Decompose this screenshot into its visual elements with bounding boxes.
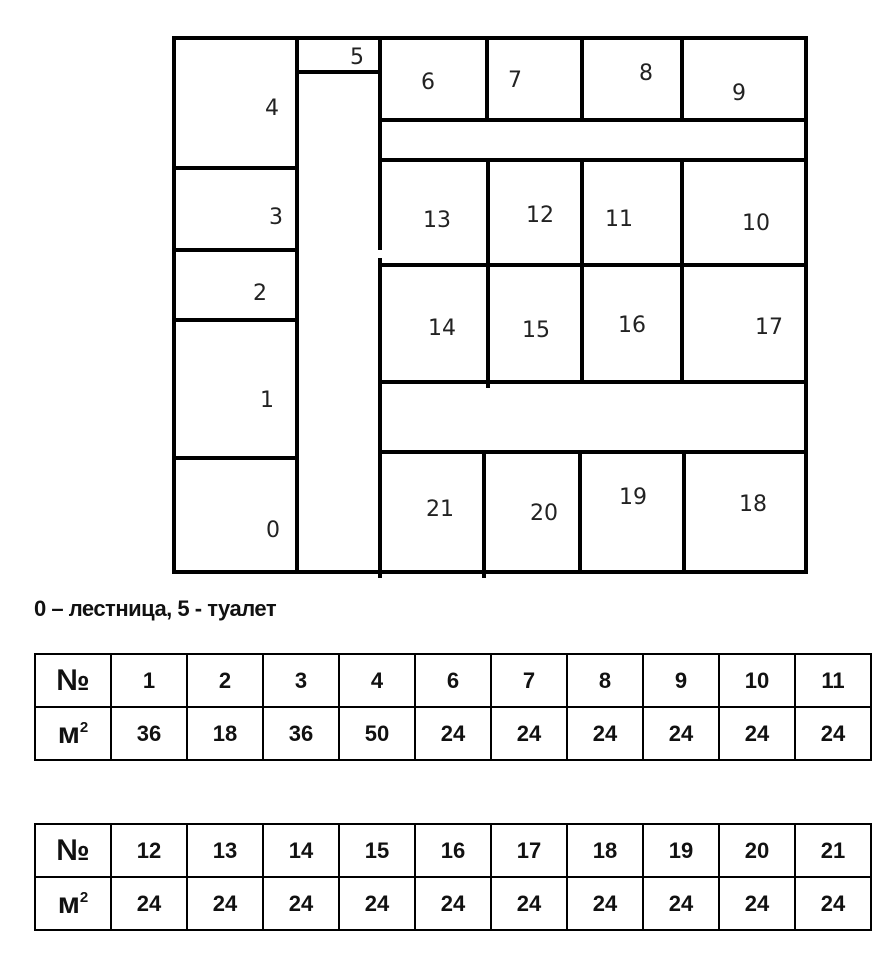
room-number-cell: 9 [643, 654, 719, 707]
area-header [35, 877, 111, 930]
room-number-cell: 7 [491, 654, 567, 707]
room-number-cell: 8 [567, 654, 643, 707]
room-label-9: 9 [732, 81, 746, 106]
room-area-cell: 24 [643, 707, 719, 760]
room-label-5: 5 [350, 45, 364, 70]
room-label-13: 13 [423, 208, 451, 233]
room-number-cell: 18 [567, 824, 643, 877]
room-label-17: 17 [755, 315, 783, 340]
room-area-cell: 18 [187, 707, 263, 760]
room-area-cell: 24 [567, 877, 643, 930]
room-number-cell: 19 [643, 824, 719, 877]
table-row-numbers [35, 654, 871, 707]
room-label-15: 15 [522, 318, 550, 343]
area-unit-exponent: 2 [79, 888, 89, 906]
area-table-1 [34, 653, 872, 761]
area-table-2 [34, 823, 872, 931]
room-area-cell: 24 [719, 877, 795, 930]
room-area-cell: 24 [643, 877, 719, 930]
room-number-cell: 14 [263, 824, 339, 877]
room-label-18: 18 [739, 492, 767, 517]
area-unit-exponent: 2 [79, 718, 89, 736]
room-label-7: 7 [508, 68, 522, 93]
area-unit: м [57, 716, 80, 750]
room-number-cell: 10 [719, 654, 795, 707]
number-header: № [35, 824, 111, 877]
room-label-0: 0 [266, 518, 280, 543]
area-unit: м [57, 886, 80, 920]
room-label-4: 4 [265, 96, 279, 121]
room-number-cell: 15 [339, 824, 415, 877]
room-number-cell: 3 [263, 654, 339, 707]
room-label-19: 19 [619, 485, 647, 510]
room-area-cell: 24 [339, 877, 415, 930]
table-row-numbers [35, 824, 871, 877]
room-number-cell: 21 [795, 824, 871, 877]
room-number-cell: 16 [415, 824, 491, 877]
room-label-20: 20 [530, 501, 558, 526]
room-label-21: 21 [426, 497, 454, 522]
room-label-14: 14 [428, 316, 456, 341]
room-label-8: 8 [639, 61, 653, 86]
room-area-cell: 24 [795, 877, 871, 930]
room-area-cell: 50 [339, 707, 415, 760]
room-area-cell: 36 [111, 707, 187, 760]
area-header [35, 707, 111, 760]
room-area-cell: 24 [415, 707, 491, 760]
room-area-cell: 24 [491, 877, 567, 930]
room-area-cell: 24 [415, 877, 491, 930]
room-area-cell: 24 [567, 707, 643, 760]
room-area-cell: 36 [263, 707, 339, 760]
room-number-cell: 17 [491, 824, 567, 877]
room-number-cell: 12 [111, 824, 187, 877]
room-label-16: 16 [618, 313, 646, 338]
table-row-areas [35, 707, 871, 760]
number-header: № [35, 654, 111, 707]
room-label-12: 12 [526, 203, 554, 228]
room-number-cell: 4 [339, 654, 415, 707]
room-label-10: 10 [742, 211, 770, 236]
table-row-areas [35, 877, 871, 930]
room-area-cell: 24 [719, 707, 795, 760]
room-number-cell: 13 [187, 824, 263, 877]
plan-legend: 0 – лестница, 5 - туалет [34, 596, 277, 621]
room-label-3: 3 [269, 205, 283, 230]
room-area-cell: 24 [491, 707, 567, 760]
room-label-11: 11 [605, 207, 633, 232]
room-label-1: 1 [260, 388, 274, 413]
room-number-cell: 20 [719, 824, 795, 877]
room-area-cell: 24 [263, 877, 339, 930]
room-number-cell: 2 [187, 654, 263, 707]
room-area-cell: 24 [795, 707, 871, 760]
room-area-cell: 24 [187, 877, 263, 930]
room-number-cell: 11 [795, 654, 871, 707]
room-label-2: 2 [253, 281, 267, 306]
room-label-6: 6 [421, 70, 435, 95]
room-number-cell: 1 [111, 654, 187, 707]
room-area-cell: 24 [111, 877, 187, 930]
room-number-cell: 6 [415, 654, 491, 707]
